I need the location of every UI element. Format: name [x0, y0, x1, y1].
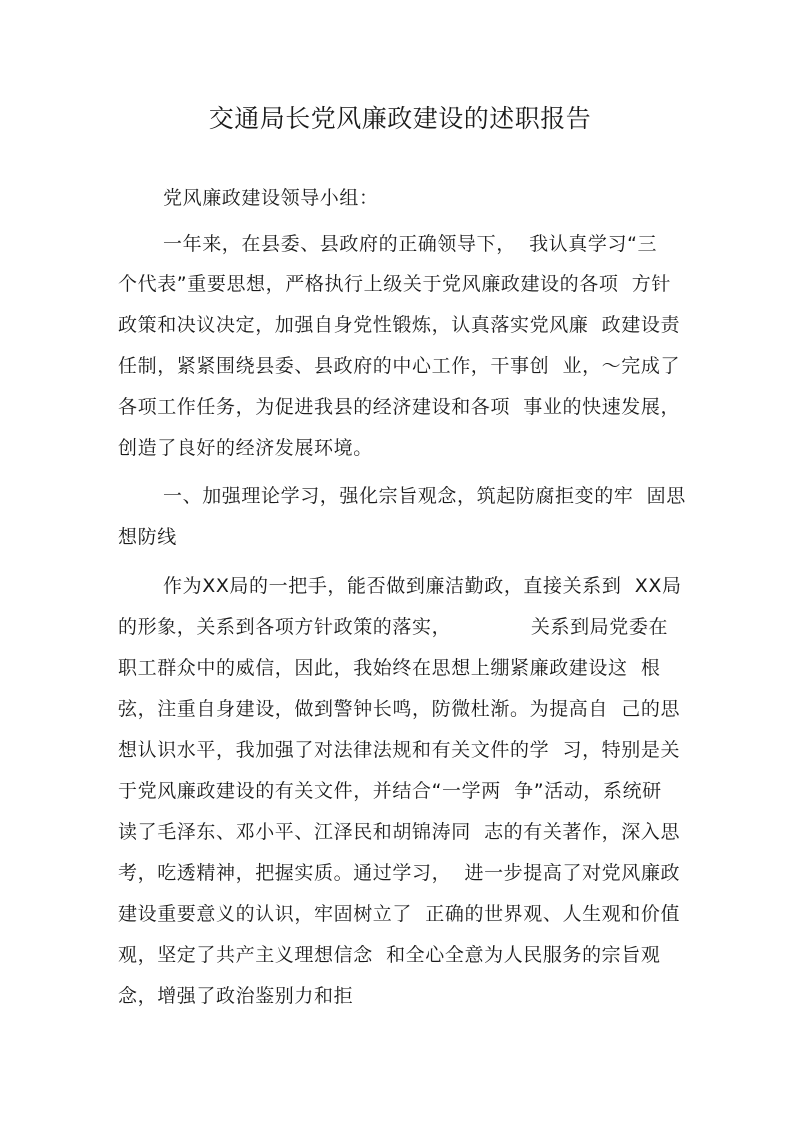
salutation: 党风廉政建设领导小组： [163, 187, 379, 209]
paragraph-line: 政策和决议决定，加强自身党性锻炼，认真落实党风廉 政建设责 [118, 314, 681, 336]
paragraph-line: 念，增强了政治鉴别力和拒 [118, 985, 354, 1007]
paragraph-line: 建设重要意义的认识，牢固树立了 正确的世界观、人生观和价值 [118, 903, 681, 925]
document-title: 交通局长党风廉政建设的述职报告 [208, 104, 592, 133]
section-heading: 一、加强理论学习，强化宗旨观念，筑起防腐拒变的牢 固思 [163, 485, 686, 507]
paragraph-line: 任制，紧紧围绕县委、县政府的中心工作，干事创 业，～完成了 [118, 355, 681, 377]
paragraph-line: 创造了良好的经济发展环境。 [118, 437, 373, 459]
paragraph-line: 想认识水平，我加强了对法律法规和有关文件的学 习，特别是关 [118, 739, 681, 761]
paragraph-line: 读了毛泽东、邓小平、江泽民和胡锦涛同 志的有关著作，深入思 [118, 821, 681, 843]
paragraph-line: 的形象，关系到各项方针政策的落实， 关系到局党委在 [118, 616, 669, 638]
paragraph-line: 各项工作任务，为促进我县的经济建设和各项 事业的快速发展， [118, 396, 681, 418]
paragraph-line: 作为XX局的一把手，能否做到廉洁勤政，直接关系到 XX局 [163, 575, 682, 597]
paragraph-line: 职工群众中的威信，因此，我始终在思想上绷紧廉政建设这 根 [118, 657, 661, 679]
paragraph-line: 于党风廉政建设的有关文件，并结合“一学两 争”活动，系统研 [118, 780, 662, 802]
section-heading: 想防线 [118, 526, 177, 548]
paragraph-line: 考，吃透精神，把握实质。通过学习， 进一步提高了对党风廉政 [118, 862, 681, 884]
paragraph-line: 弦，注重自身建设，做到警钟长鸣，防微杜渐。为提高自 己的思 [118, 698, 681, 720]
paragraph-line: 观，坚定了共产主义理想信念 和全心全意为人民服务的宗旨观 [118, 944, 661, 966]
paragraph-line: 个代表”重要思想，严格执行上级关于党风廉政建设的各项 方针 [118, 273, 671, 295]
paragraph-line: 一年来，在县委、县政府的正确领导下， 我认真学习“三 [163, 233, 658, 255]
